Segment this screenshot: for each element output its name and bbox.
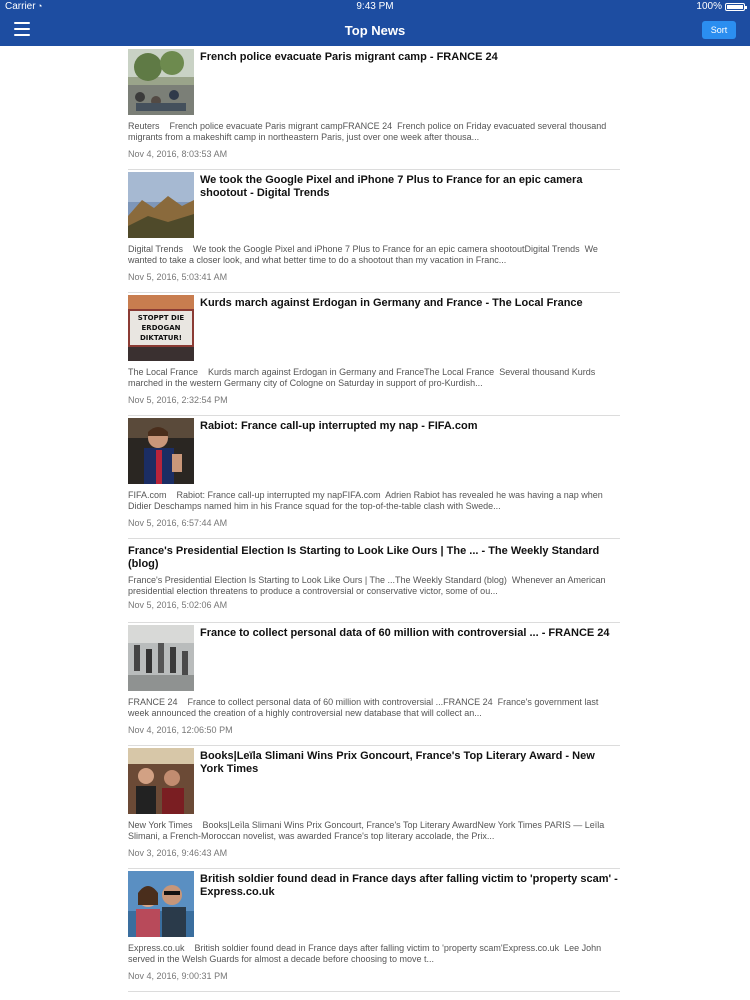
article-source: Digital Trends	[128, 244, 184, 254]
article-summary: French police evacuate Paris migrant campFRANCE 24 French police on Friday evacuated several thousand migrants from a makeshift camp in northeastern Paris, just over one week after thousa...	[128, 121, 609, 142]
article-snippet	[128, 697, 620, 719]
article-date: Nov 4, 2016, 8:03:53 AM	[128, 149, 228, 159]
carrier-label: Carrier	[5, 1, 36, 12]
article-snippet	[128, 367, 620, 389]
article-source: FIFA.com	[128, 490, 167, 500]
article-date: Nov 5, 2016, 2:32:54 PM	[128, 395, 228, 405]
article-thumbnail	[128, 49, 194, 115]
article-date: Nov 5, 2016, 6:57:44 AM	[128, 518, 228, 528]
article-source: FRANCE 24	[128, 697, 178, 707]
top-bar	[0, 0, 750, 46]
article-source: New York Times	[128, 820, 193, 830]
page-title: Top News	[344, 23, 406, 38]
article-summary: France to collect personal data of 60 million with controversial ...FRANCE 24 France's government last week announced the creation of a highly controversial new database that will collect an...	[128, 697, 601, 718]
article-summary: We took the Google Pixel and iPhone 7 Plus to France for an epic camera shootoutDigital Trends We wanted to take a closer look, and what better time to do a shootout than my vacation in Franc...	[128, 244, 601, 265]
article-source: The Local France	[128, 367, 199, 377]
news-item[interactable]	[128, 170, 620, 293]
article-headline: France to collect personal data of 60 million with controversial ... - FRANCE 24	[200, 627, 610, 639]
news-item[interactable]	[128, 293, 620, 416]
article-thumbnail	[128, 172, 194, 238]
article-headline: British soldier found dead in France days after falling victim to 'property scam' - Express.co.uk	[200, 873, 618, 898]
wifi-icon: ◔	[37, 1, 43, 11]
article-date: Nov 4, 2016, 12:06:50 PM	[128, 725, 233, 735]
article-summary: Kurds march against Erdogan in Germany and FranceThe Local France Several thousand Kurds marched in the western Germany city of Cologne on Saturday in support of pro-Kurdish...	[128, 367, 598, 388]
article-headline: France's Presidential Election Is Starting to Look Like Ours | The ... - The Weekly Standard (blog)	[128, 545, 600, 570]
article-snippet	[128, 121, 620, 143]
news-item[interactable]	[128, 869, 620, 992]
battery-percent: 100%	[696, 1, 722, 12]
clock: 9:43 PM	[356, 1, 394, 12]
article-snippet	[128, 943, 620, 965]
news-item[interactable]	[128, 416, 620, 539]
news-item[interactable]	[128, 746, 620, 869]
article-snippet	[128, 820, 620, 842]
article-headline: French police evacuate Paris migrant camp - FRANCE 24	[200, 51, 498, 63]
navigation-bar	[0, 14, 750, 46]
article-thumbnail	[128, 418, 194, 484]
article-headline: Kurds march against Erdogan in Germany and France - The Local France	[200, 297, 583, 309]
sort-button[interactable]: Sort	[702, 21, 736, 39]
article-thumbnail	[128, 871, 194, 937]
banner-text: ERDOGAN	[141, 324, 181, 332]
battery-icon	[725, 3, 745, 11]
status-bar	[0, 0, 750, 14]
article-thumbnail	[128, 295, 194, 361]
article-thumbnail	[128, 748, 194, 814]
banner-text: STOPPT DIE	[137, 314, 185, 322]
article-thumbnail	[128, 625, 194, 691]
article-snippet	[128, 490, 620, 512]
article-date: Nov 5, 2016, 5:03:41 AM	[128, 272, 228, 282]
article-snippet	[128, 244, 620, 266]
article-date: Nov 4, 2016, 9:00:31 PM	[128, 971, 228, 981]
news-item[interactable]	[128, 623, 620, 746]
article-summary: Rabiot: France call-up interrupted my napFIFA.com Adrien Rabiot has revealed he was having a nap when Didier Deschamps named him in his France squad for the top-of-the-table clash with Swede...	[128, 490, 606, 511]
article-summary: British soldier found dead in France days after falling victim to 'property scam'Express.co.uk Lee John served in the Welsh Guards for almost a decade before choosing to move t...	[128, 943, 604, 964]
article-headline: Books|Leïla Slimani Wins Prix Goncourt, France's Top Literary Award - New York Times	[200, 750, 595, 775]
article-source: Express.co.uk	[128, 943, 185, 953]
banner-text: DIKTATUR!	[140, 334, 182, 342]
article-date: Nov 5, 2016, 5:02:06 AM	[128, 600, 228, 610]
article-summary: Books|Leïla Slimani Wins Prix Goncourt, France's Top Literary AwardNew York Times PARIS — Leïla Slimani, a French-Moroccan novelist, was awarded France's top literary accolade, the Prix...	[128, 820, 607, 841]
article-headline: Rabiot: France call-up interrupted my nap - FIFA.com	[200, 420, 478, 432]
article-headline: We took the Google Pixel and iPhone 7 Plus to France for an epic camera shootout - Digital Trends	[200, 174, 583, 199]
article-source: Reuters	[128, 121, 160, 131]
article-date: Nov 3, 2016, 9:46:43 AM	[128, 848, 228, 858]
news-feed	[128, 47, 620, 992]
article-snippet	[128, 575, 620, 597]
news-item[interactable]	[128, 539, 620, 623]
article-summary: France's Presidential Election Is Starting to Look Like Ours | The ...The Weekly Standard (blog) Whenever an American presidential election threatens to produce a controversial or conservative victor, some of ou...	[128, 575, 608, 596]
news-item[interactable]	[128, 47, 620, 170]
